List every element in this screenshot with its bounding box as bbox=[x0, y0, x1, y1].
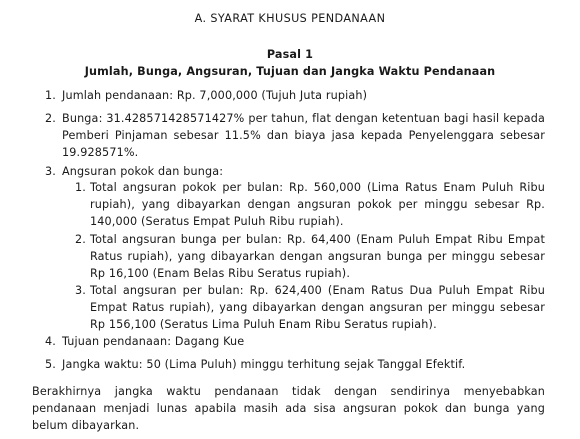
list-item-4 bbox=[40, 333, 545, 350]
sub-list-item-number: 2. bbox=[75, 233, 86, 246]
pasal-number: Pasal 1 bbox=[266, 48, 314, 61]
list-item-2 bbox=[40, 110, 545, 161]
pasal-title: Jumlah, Bunga, Angsuran, Tujuan dan Jangka Waktu Pendanaan bbox=[84, 65, 496, 78]
list-item-text: Jumlah pendanaan: Rp. 7,000,000 (Tujuh Juta rupiah) bbox=[62, 89, 368, 102]
list-item-text: Jangka waktu: 50 (Lima Puluh) minggu terhitung sejak Tanggal Efektif. bbox=[62, 358, 466, 371]
list-item-text: Bunga: 31.428571428571427% per tahun, flat dengan ketentuan bagi hasil kepada Pemberi Pinjaman sebesar 11.5% dan biaya jasa kepada Penyelenggara sebesar 19.928571%. bbox=[62, 112, 545, 159]
section-title: A. SYARAT KHUSUS PENDANAAN bbox=[194, 12, 386, 25]
sub-list-item-number: 3. bbox=[75, 284, 86, 297]
list-item-text: Tujuan pendanaan: Dagang Kue bbox=[62, 335, 245, 348]
closing-paragraph: Berakhirnya jangka waktu pendanaan tidak dengan sendirinya menyebabkan pendanaan menjadi lunas apabila masih ada sisa angsuran pokok dan bunga yang belum dibayarkan. bbox=[32, 385, 545, 432]
list-item-number: 2. bbox=[45, 112, 56, 125]
list-item-5 bbox=[40, 356, 545, 373]
sub-list-item-text: Total angsuran per bulan: Rp. 624,400 (Enam Ratus Dua Puluh Empat Ribu Empat Ratus rupiah), yang dibayarkan dengan angsuran per minggu sebesar Rp 156,100 (Seratus Lima Puluh Enam Ribu Seratus rupiah). bbox=[90, 284, 545, 331]
sub-list-item-3 bbox=[70, 282, 545, 333]
sub-list-item-2 bbox=[70, 231, 545, 282]
sub-list-item-1 bbox=[70, 179, 545, 230]
list-item-number: 1. bbox=[45, 89, 56, 102]
sub-list-item-text: Total angsuran bunga per bulan: Rp. 64,400 (Enam Puluh Empat Ribu Empat Ratus rupiah), yang dibayarkan dengan angsuran bunga per minggu sebesar Rp 16,100 (Enam Belas Ribu Seratus rupiah). bbox=[90, 233, 545, 280]
list-item-number: 4. bbox=[45, 335, 56, 348]
list-item-text: Angsuran pokok dan bunga: bbox=[62, 165, 224, 178]
list-item-3 bbox=[40, 163, 545, 180]
list-item-number: 3. bbox=[45, 165, 56, 178]
list-item-1 bbox=[40, 87, 545, 104]
list-item-number: 5. bbox=[45, 358, 56, 371]
sub-list-item-text: Total angsuran pokok per bulan: Rp. 560,000 (Lima Ratus Enam Puluh Ribu rupiah), yang dibayarkan dengan angsuran pokok per minggu sebesar Rp. 140,000 (Seratus Empat Puluh Ribu rupiah). bbox=[90, 181, 545, 228]
sub-list-item-number: 1. bbox=[75, 181, 86, 194]
